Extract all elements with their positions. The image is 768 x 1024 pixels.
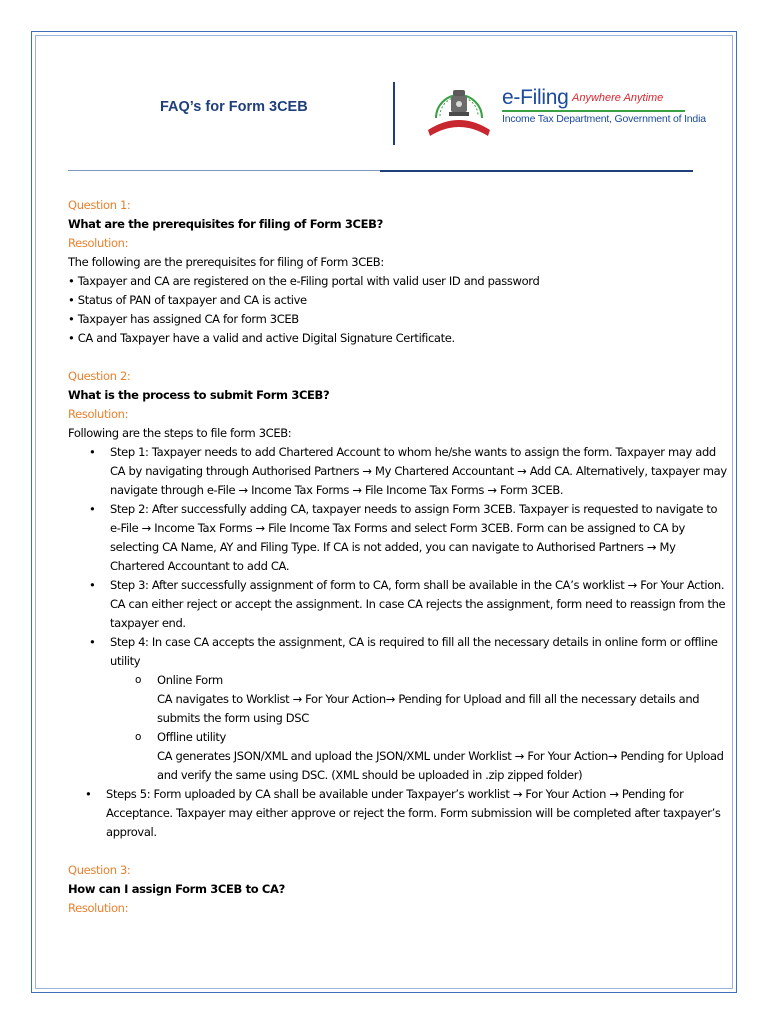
faq-content (68, 196, 728, 918)
sub-option (157, 728, 728, 785)
prerequisite-item: • CA and Taxpayer have a valid and active Digital Signature Certificate. (68, 331, 455, 345)
resolution-label: Resolution: (68, 236, 129, 250)
sub-options-list (110, 671, 728, 785)
question-label: Question 3: (68, 863, 131, 877)
step-text: Step 4: In case CA accepts the assignment, CA is required to fill all the necessary details in online form or offline utility (110, 635, 718, 668)
prerequisite-item: • Taxpayer and CA are registered on the e-Filing portal with valid user ID and password (68, 274, 540, 288)
step-item (110, 633, 728, 785)
step-item: • Step 3: After successfully assignment of form to CA, form shall be available in the CA’s worklist → For Your Action. CA can either reject or accept the assignment. In case CA rejects the assignment, form need to reassign from the taxpayer end. (110, 576, 728, 633)
prerequisite-item: • Status of PAN of taxpayer and CA is active (68, 293, 307, 307)
header-divider (393, 82, 395, 145)
resolution-intro: The following are the prerequisites for filing of Form 3CEB: (68, 255, 384, 269)
brand-subtitle: Income Tax Department, Government of India (502, 113, 706, 125)
resolution-label: Resolution: (68, 901, 129, 915)
sub-option-detail: CA navigates to Worklist → For Your Action→ Pending for Upload and fill all the necessary details and submits the form using DSC (157, 692, 700, 725)
sub-option (157, 671, 728, 728)
question-text: What is the process to submit Form 3CEB? (68, 388, 330, 402)
steps-list (68, 785, 728, 842)
question-label: Question 2: (68, 369, 131, 383)
step-item: • Step 1: Taxpayer needs to add Chartered Account to whom he/she wants to assign the form. Taxpayer may add CA by navigating through Authorised Partners → My Chartered Accountant → Add CA. Alternatively, taxpayer may navigate through e-File → Income Tax Forms → File Income Tax Forms → Form 3CEB. (110, 443, 728, 500)
page-title: FAQ’s for Form 3CEB (160, 99, 308, 115)
sub-option-name: Offline utility (157, 730, 227, 744)
sub-option-detail: CA generates JSON/XML and upload the JSON/XML under Worklist → For Your Action→ Pending for Upload and verify the same using DSC. (XML should be uploaded in .zip zipped folder) (157, 749, 724, 782)
header-rule-thick (380, 170, 693, 172)
header-rule-thin (68, 170, 408, 171)
question-text: How can I assign Form 3CEB to CA? (68, 882, 285, 896)
prerequisite-item: • Taxpayer has assigned CA for form 3CEB (68, 312, 299, 326)
brand-name: e-Filing (502, 86, 569, 109)
sub-option-name: Online Form (157, 673, 223, 687)
emblem-logo (424, 80, 494, 140)
step-item: • Step 2: After successfully adding CA, taxpayer needs to assign Form 3CEB. Taxpayer is requested to navigate to e-File → Income Tax Forms → File Income Tax Forms and select Form 3CEB. Form can be assigned to CA by selecting CA Name, AY and Filing Type. If CA is not added, you can navigate to Authorised Partners → My Chartered Accountant to add CA. (110, 500, 728, 576)
brand-tagline: Anywhere Anytime (572, 92, 664, 104)
brand-underline (502, 110, 685, 112)
steps-list (68, 443, 728, 785)
question-label: Question 1: (68, 198, 131, 212)
question-text: What are the prerequisites for filing of Form 3CEB? (68, 217, 383, 231)
step-item: • Steps 5: Form uploaded by CA shall be available under Taxpayer’s worklist → For Your Action → Pending for Acceptance. Taxpayer may either approve or reject the form. Form submission will be completed after taxpayer’s approval. (106, 785, 728, 842)
resolution-label: Resolution: (68, 407, 129, 421)
resolution-intro: Following are the steps to file form 3CEB: (68, 426, 292, 440)
